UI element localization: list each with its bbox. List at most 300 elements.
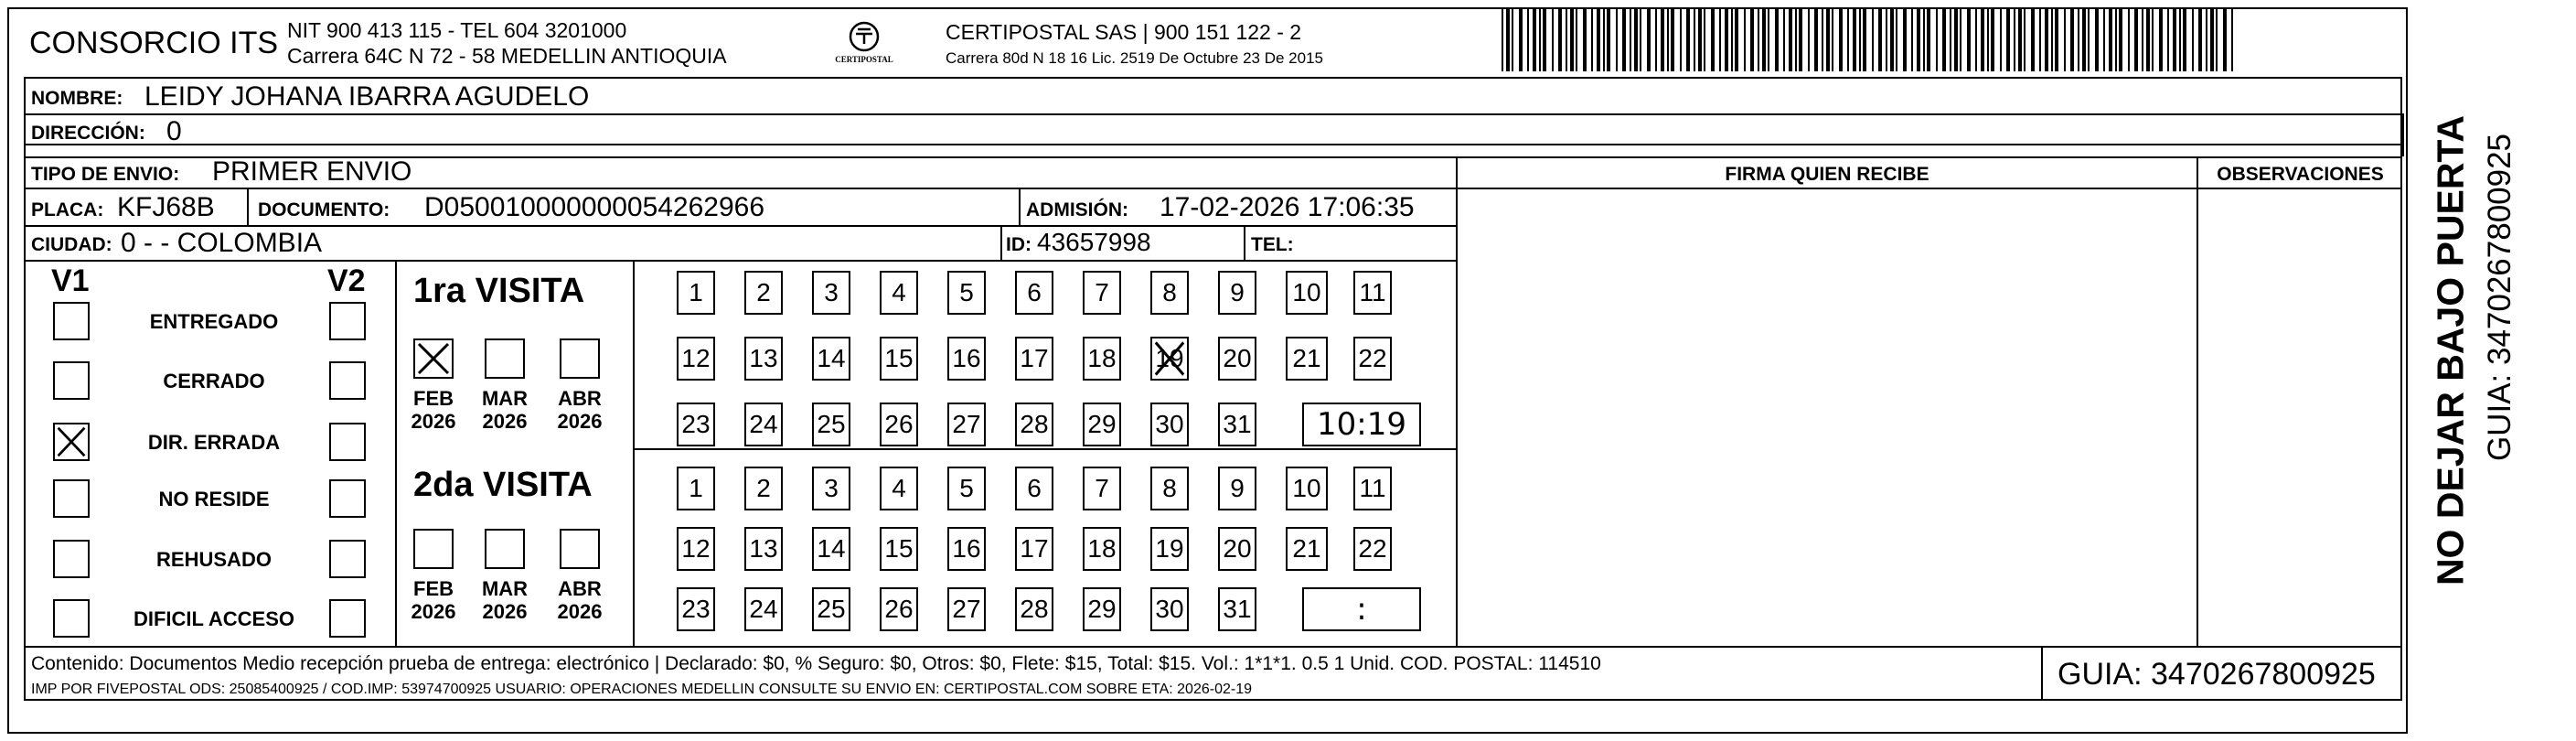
v2-checkbox [329,423,366,461]
day-number: 25 [817,595,846,623]
month-checkbox [413,529,454,569]
day-box [1353,467,1392,510]
side-warning: NO DEJAR BAJO PUERTA [2429,114,2472,586]
barcode-bar [2183,9,2186,71]
nombre-label: NOMBRE: [31,88,123,109]
barcode-bar [2006,9,2010,71]
barcode-bar [1711,9,1715,71]
day-box [1218,587,1256,631]
barcode-bar [1735,9,1738,71]
time-box: 10:19 [1302,403,1421,446]
barcode-bar [2000,9,2002,71]
barcode-bar [1872,9,1874,71]
visit2-title: 2da VISITA [413,466,593,504]
day-box [947,403,986,446]
day-number: 20 [1223,344,1252,372]
day-box [880,403,918,446]
status-label: CERRADO [163,370,265,392]
day-number: 17 [1020,534,1049,563]
company-name: CONSORCIO ITS [29,26,279,60]
day-number: 29 [1087,410,1117,438]
barcode-bar [1671,9,1674,71]
tipo-envio-value: PRIMER ENVIO [212,156,412,187]
day-number: 23 [681,410,711,438]
row-line [24,113,2402,115]
barcode-bar [1533,9,1536,71]
barcode-bar [2109,9,2112,71]
barcode [1498,9,2240,71]
certipostal-logo [828,18,901,70]
barcode-bar [1686,9,1690,71]
row-line [24,646,2402,648]
day-number: 2 [756,278,771,306]
day-number: 28 [1020,410,1049,438]
barcode-bar [1704,9,1705,71]
nit-line: NIT 900 413 115 - TEL 604 3201000 [287,18,627,42]
barcode-bar [2051,9,2053,71]
status-label: ENTREGADO [149,310,279,333]
address-line: Carrera 64C N 72 - 58 MEDELLIN ANTIOQUIA [287,44,727,68]
barcode-bar [1927,9,1930,71]
day-number: 14 [817,344,846,372]
barcode-bar [1863,9,1866,71]
day-number: 19 [1155,344,1184,372]
day-box [1218,337,1256,381]
day-box [744,337,783,381]
day-number: 10 [1292,278,1321,306]
barcode-bar [1630,9,1631,71]
barcode-bar [1527,9,1529,71]
day-number: 3 [824,278,839,306]
barcode-bar [1923,9,1925,71]
barcode-bar [1960,9,1961,71]
barcode-bar [1539,9,1541,71]
day-box [744,527,783,571]
direccion-label: DIRECCIÓN: [31,123,145,144]
day-number: 12 [681,534,711,563]
day-number: 26 [884,595,914,623]
day-number: 1 [689,278,703,306]
documento-value: D050010000000054262966 [424,192,765,222]
certipostal-logo-text: CERTIPOSTAL [835,55,893,64]
v2-checkbox [329,599,366,638]
documento-label: DOCUMENTO: [258,199,390,220]
day-box [1286,467,1328,510]
day-number: 22 [1358,534,1387,563]
barcode-bar [2119,9,2122,71]
day-number: 7 [1095,278,1109,306]
barcode-bar [2223,9,2227,71]
day-number: 15 [884,534,914,563]
day-number: 3 [824,474,839,502]
barcode-bar [1616,9,1618,71]
day-box [812,337,850,381]
barcode-bar [1570,9,1574,71]
day-box [1150,527,1189,571]
placa-value: KFJ68B [117,192,215,222]
day-box [1218,467,1256,510]
barcode-bar [1936,9,1938,71]
certipostal-line: CERTIPOSTAL SAS | 900 151 122 - 2 [946,20,1302,44]
barcode-bar [1826,9,1830,71]
v2-checkbox [329,479,366,518]
barcode-bar [1502,9,1503,71]
row-line [24,225,1456,227]
barcode-bar [1775,9,1779,71]
day-box [1015,403,1053,446]
barcode-bar [2018,9,2022,71]
barcode-bar [1698,9,1702,71]
barcode-bar [1942,9,1946,71]
day-number: 23 [681,595,711,623]
id-value: 43657998 [1037,228,1151,256]
month-name: FEB [413,577,454,600]
day-box [1353,271,1392,315]
barcode-bar [1795,9,1797,71]
day-number: 5 [959,278,974,306]
day-number: 15 [884,344,914,372]
day-box [812,527,850,571]
barcode-bar [2031,9,2035,71]
day-number: 13 [749,534,778,563]
month-checkbox [560,338,600,379]
day-box [812,467,850,510]
day-box [1083,271,1121,315]
day-box [812,271,850,315]
day-box [1015,271,1053,315]
month-label [543,577,616,623]
barcode-bar [1506,9,1510,71]
day-box [744,587,783,631]
status-label: REHUSADO [156,548,272,571]
barcode-bar [2070,9,2074,71]
col-line [1000,225,1002,260]
tel-label: TEL: [1251,234,1294,255]
col-line [633,260,635,646]
barcode-bar [1783,9,1785,71]
month-label [468,387,541,433]
barcode-bar [1799,9,1802,71]
barcode-bar [1566,9,1567,71]
barcode-bar [1552,9,1554,71]
day-box [1218,403,1256,446]
day-box [1083,337,1121,381]
day-number: 19 [1155,534,1184,563]
barcode-bar [1991,9,1994,71]
day-box [677,527,715,571]
barcode-bar [1640,9,1641,71]
v2-checkbox [329,361,366,400]
barcode-bar [2210,9,2214,71]
barcode-bar [2216,9,2218,71]
observaciones-header: OBSERVACIONES [2217,164,2384,185]
day-number: 25 [817,410,846,438]
barcode-bar [1661,9,1664,71]
barcode-bar [2142,9,2143,71]
ciudad-label: CIUDAD: [31,234,112,255]
barcode-bar [1667,9,1669,71]
barcode-bar [1583,9,1587,71]
day-number: 24 [749,595,778,623]
day-box [1015,527,1053,571]
day-number: 7 [1095,474,1109,502]
barcode-bar [2146,9,2150,71]
barcode-bar [1680,9,1682,71]
day-number: 21 [1292,344,1321,372]
barcode-bar [2055,9,2058,71]
day-box [744,271,783,315]
barcode-bar [1622,9,1626,71]
month-checkbox [485,338,525,379]
id-label: ID: [1006,234,1031,255]
day-number: 26 [884,410,914,438]
barcode-bar [2152,9,2154,71]
day-box [1015,337,1053,381]
nombre-value: LEIDY JOHANA IBARRA AGUDELO [144,81,590,112]
day-box [677,587,715,631]
barcode-bar [1591,9,1593,71]
day-number: 6 [1027,474,1042,502]
day-number: 24 [749,410,778,438]
month-year: 2026 [557,600,603,623]
barcode-bar [2024,9,2026,71]
ciudad-value: 0 - - COLOMBIA [121,228,323,258]
barcode-bar [1719,9,1721,71]
day-box [744,467,783,510]
day-box [812,587,850,631]
barcode-bar [2064,9,2066,71]
month-name: ABR [558,387,602,410]
day-box [677,467,715,510]
day-number: 14 [817,534,846,563]
placa-label: PLACA: [31,199,104,220]
day-box [1150,467,1189,510]
barcode-bar [1967,9,1971,71]
day-number: 9 [1230,474,1245,502]
day-number: 10 [1292,474,1321,502]
barcode-bar [1768,9,1769,71]
day-number: 8 [1162,278,1177,306]
row-line [24,260,1456,262]
day-number: 28 [1020,595,1049,623]
month-name: MAR [481,387,529,410]
footer-imp: IMP POR FIVEPOSTAL ODS: 25085400925 / COD.IMP: 53974700925 USUARIO: OPERACIONES MEDELLIN CONSULTE SU ENVIO EN: CERTIPOSTAL.COM SOBRE ETA: 2026-02-19 [31,682,1252,697]
month-year: 2026 [411,600,456,623]
barcode-bar [2198,9,2202,71]
day-box [1015,467,1053,510]
day-box [1015,587,1053,631]
direccion-value: 0 [166,116,182,146]
barcode-bar [2039,9,2041,71]
barcode-bar [2014,9,2015,71]
admision-label: ADMISIÓN: [1026,199,1128,220]
month-checkbox [560,529,600,569]
day-number: 6 [1027,278,1042,306]
day-box [1150,587,1189,631]
col-line [2041,646,2043,701]
barcode-bar [1950,9,1951,71]
month-year: 2026 [411,410,456,433]
month-name: ABR [558,577,602,600]
day-box [1150,271,1189,315]
day-box [880,587,918,631]
barcode-bar [2128,9,2130,71]
month-label [468,577,541,623]
barcode-bar [2134,9,2138,71]
admision-value: 17-02-2026 17:06:35 [1160,192,1415,222]
barcode-bar [1975,9,1977,71]
barcode-bar [1750,9,1754,71]
visit1-title: 1ra VISITA [413,272,585,310]
day-number: 11 [1359,278,1386,306]
day-number: 27 [952,595,981,623]
day-box [1083,587,1121,631]
day-box [880,337,918,381]
v1-header: V1 [51,263,90,298]
barcode-bar [1954,9,1958,71]
barcode-bar [1762,9,1766,71]
month-label [543,387,616,433]
status-label: DIFICIL ACCESO [133,607,294,630]
month-name: FEB [413,387,454,410]
day-box [1286,527,1328,571]
barcode-bar [2179,9,2181,71]
month-year: 2026 [482,410,528,433]
day-number: 4 [892,278,906,306]
col-line [2197,156,2198,646]
barcode-bar [1822,9,1823,71]
col-line [1456,156,1458,646]
barcode-bar [1917,9,1920,71]
barcode-bar [1839,9,1843,71]
month-checkbox [485,529,525,569]
day-box [1286,337,1328,381]
row-line [24,144,2402,145]
barcode-bar [1832,9,1833,71]
month-name: MAR [481,577,529,600]
license-line: Carrera 80d N 18 16 Lic. 2519 De Octubre 23 De 2015 [946,49,1323,67]
month-label [397,387,470,433]
status-label: DIR. ERRADA [147,431,281,454]
day-box [677,337,715,381]
day-number: 29 [1087,595,1117,623]
day-box [880,467,918,510]
day-number: 11 [1359,474,1386,502]
barcode-bar [1634,9,1638,71]
day-box [1083,527,1121,571]
day-box [947,587,986,631]
barcode-bar [1725,9,1728,71]
barcode-bar [1694,9,1695,71]
day-number: 21 [1292,534,1321,563]
barcode-bar [2103,9,2105,71]
barcode-bar [1847,9,1849,71]
barcode-bar [1543,9,1546,71]
month-checkbox [413,338,454,379]
day-number: 9 [1230,278,1245,306]
barcode-bar [1744,9,1746,71]
barcode-bar [1607,9,1610,71]
day-number: 30 [1155,595,1184,623]
day-box [1150,403,1189,446]
day-number: 13 [749,344,778,372]
footer-guia: GUIA: 3470267800925 [2058,657,2376,692]
day-box [1218,527,1256,571]
barcode-bar [2095,9,2099,71]
day-number: 4 [892,474,906,502]
footer-contenido: Contenido: Documentos Medio recepción prueba de entrega: electrónico | Declarado: $0, % Seguro: $0, Otros: $0, Flete: $15, Total: $15. Vol.: 1*1*1. 0.5 1 Unid. COD. POSTAL: 114510 [31,653,1601,674]
col-line [1019,188,1021,225]
day-number: 1 [689,474,703,502]
day-number: 12 [681,344,711,372]
day-box [1286,271,1328,315]
barcode-bar [2045,9,2048,71]
day-number: 31 [1223,595,1252,623]
tipo-envio-label: TIPO DE ENVIO: [31,164,180,185]
v2-checkbox [329,302,366,340]
barcode-bar [1655,9,1657,71]
barcode-bar [2088,9,2090,71]
day-box [677,403,715,446]
barcode-bar [2082,9,2086,71]
day-number: 20 [1223,534,1252,563]
month-year: 2026 [482,600,528,623]
day-box [812,403,850,446]
barcode-bar [1558,9,1562,71]
v2-header: V2 [327,263,366,298]
day-number: 27 [952,410,981,438]
barcode-bar [1808,9,1810,71]
day-box [1083,467,1121,510]
barcode-bar [1647,9,1651,71]
day-number: 2 [756,474,771,502]
barcode-bar [2159,9,2163,71]
row-line [633,448,1456,450]
day-number: 22 [1358,344,1387,372]
day-box [947,271,986,315]
month-label [397,577,470,623]
barcode-bar [2173,9,2176,71]
time-box: : [1302,587,1421,631]
day-box [947,467,986,510]
barcode-bar [1987,9,1989,71]
barcode-bar [1731,9,1733,71]
day-number: 16 [952,534,981,563]
day-number: 5 [959,474,974,502]
v2-checkbox [329,540,366,578]
day-box [1083,403,1121,446]
barcode-bar [1576,9,1577,71]
day-box [1353,337,1392,381]
day-number: 30 [1155,410,1184,438]
col-line [1244,225,1245,260]
barcode-bar [1886,9,1887,71]
barcode-bar [1512,9,1513,71]
day-number: 18 [1087,344,1117,372]
barcode-bar [2231,9,2233,71]
day-box [880,527,918,571]
barcode-bar [2206,9,2207,71]
barcode-bar [1603,9,1605,71]
day-box [947,337,986,381]
barcode-bar [1859,9,1861,71]
status-label: NO RESIDE [158,488,270,510]
col-line [2402,113,2404,156]
barcode-bar [1911,9,1913,71]
side-guia: GUIA: 3470267800925 [2482,133,2517,462]
day-box [880,271,918,315]
day-box [677,271,715,315]
